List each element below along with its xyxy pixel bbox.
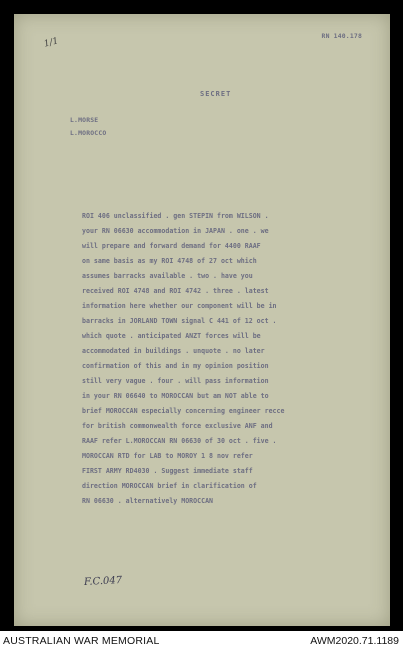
body-line: for british commonwealth force exclusive ANF and: [82, 422, 273, 430]
reference-number: RN 140.178: [321, 32, 362, 40]
handwritten-signature: F.C.047: [83, 575, 123, 588]
body-line: brief MOROCCAN especially concerning engineer recce: [82, 407, 285, 415]
body-line: your RN 06630 accommodation in JAPAN . one . we: [82, 227, 269, 235]
to-line: L.MOROCCO: [70, 129, 107, 137]
body-line: FIRST ARMY RD4030 . Suggest immediate staff: [82, 467, 253, 475]
institution-name: AUSTRALIAN WAR MEMORIAL: [3, 635, 160, 647]
message-body: [82, 209, 367, 509]
classification: SECRET: [200, 90, 232, 98]
body-line: RN 06630 . alternatively MOROCCAN: [82, 497, 214, 505]
body-line: received ROI 4748 and ROI 4742 . three . latest: [82, 287, 269, 295]
body-line: which quote . anticipated ANZT forces will be: [82, 332, 261, 340]
body-line: confirmation of this and in my opinion position: [82, 362, 269, 370]
body-line: RAAF refer L.MOROCCAN RN 06630 of 30 oct . five .: [82, 437, 277, 445]
body-line: ROI 406 unclassified . gen STEPIN from WILSON .: [82, 212, 269, 220]
body-line: still very vague . four . will pass information: [82, 377, 269, 385]
from-line: L.MORSE: [70, 116, 99, 124]
handwritten-mark: 1/1: [42, 36, 60, 50]
body-line: accommodated in buildings . unquote . no later: [82, 347, 265, 355]
document-page: [14, 14, 390, 626]
accession-number: AWM2020.71.1189: [310, 635, 399, 647]
body-line: on same basis as my ROI 4748 of 27 oct which: [82, 257, 257, 265]
body-line: MOROCCAN RTD for LAB to MOROY 1 8 nov refer: [82, 452, 253, 460]
body-line: will prepare and forward demand for 4400 RAAF: [82, 242, 261, 250]
body-line: in your RN 06640 to MOROCCAN but am NOT able to: [82, 392, 269, 400]
body-line: assumes barracks available . two . have you: [82, 272, 253, 280]
body-line: information here whether our component will be in: [82, 302, 277, 310]
body-line: barracks in JORLAND TOWN signal C 441 of 12 oct .: [82, 317, 277, 325]
archive-footer: [0, 631, 403, 653]
body-line: direction MOROCCAN brief in clarification of: [82, 482, 257, 490]
